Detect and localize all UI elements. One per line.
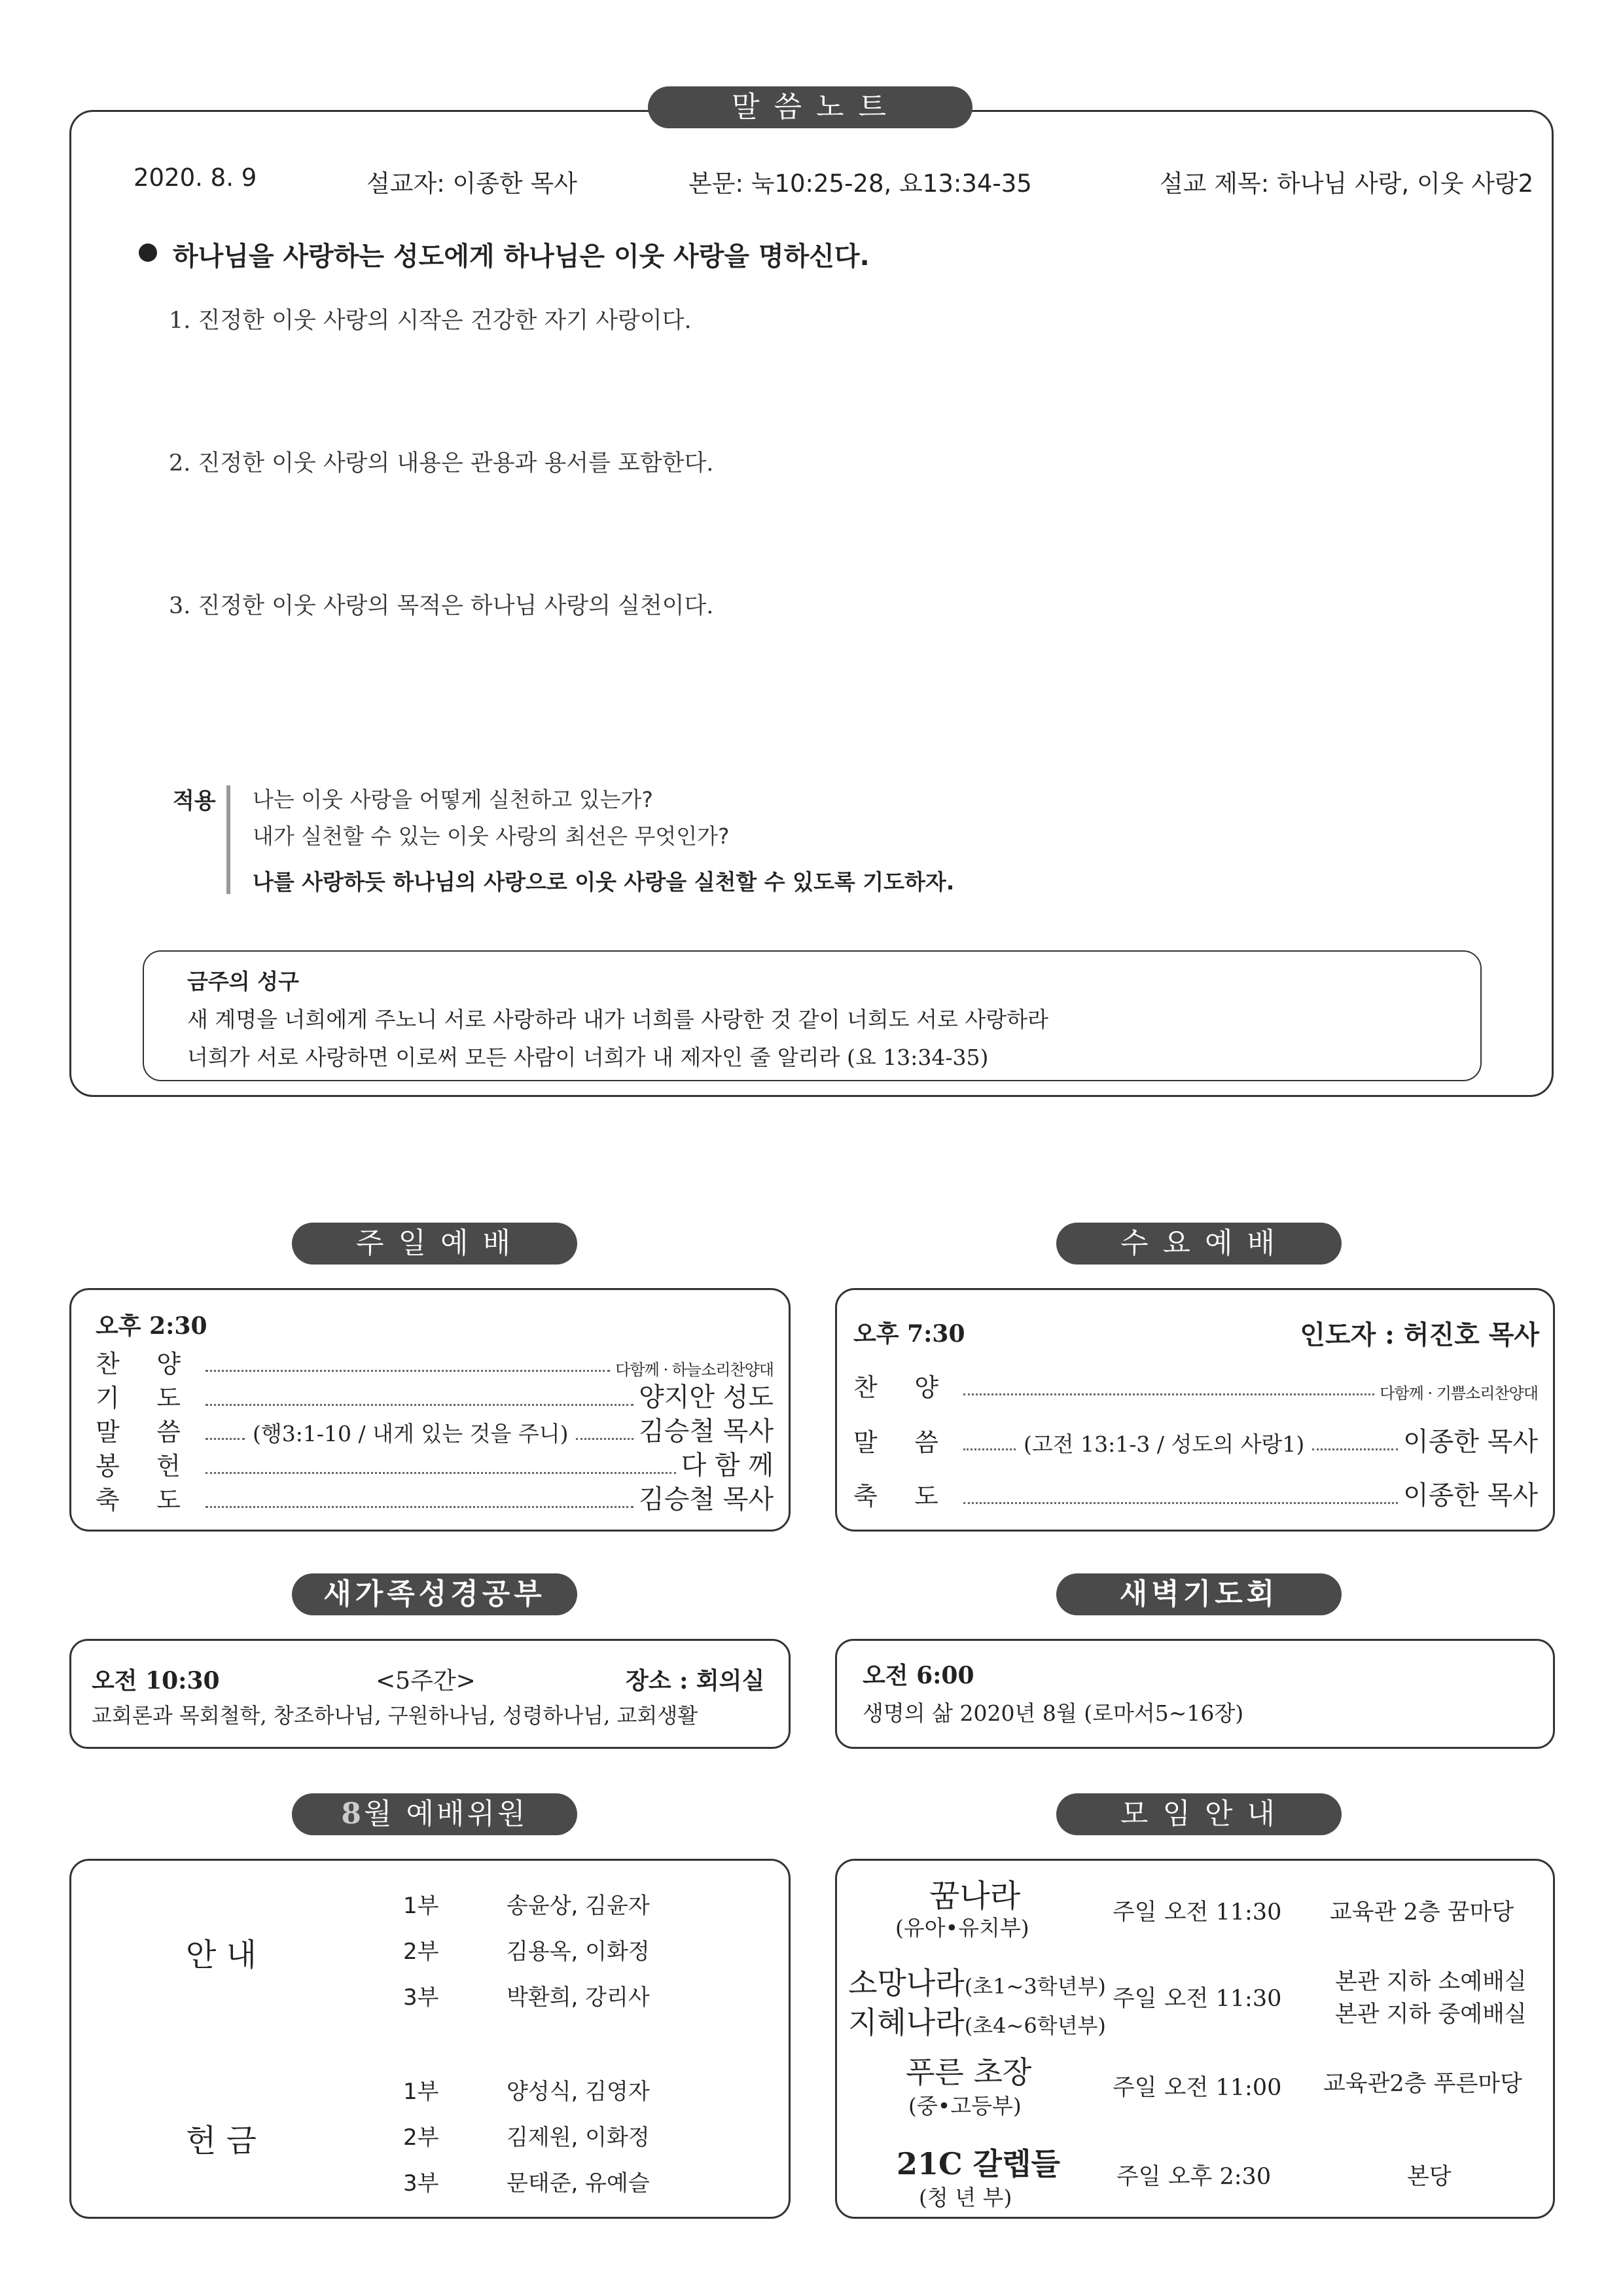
meeting-2-time: 주일 오전 11:30 xyxy=(1113,1986,1282,2012)
sunday-service-title: 주 일 예 배 xyxy=(292,1223,577,1265)
meeting-4-sub: (청 년 부) xyxy=(919,2185,1012,2210)
sunday-row-benediction: 축 도 김승철 목사 xyxy=(96,1484,774,1515)
sunday-row-prayer: 기 도 양지안 성도 xyxy=(96,1382,774,1412)
wednesday-row-hymn: 찬 양 다함께 · 기쁨소리찬양대 xyxy=(853,1373,1538,1403)
family-study-weeks: <5주간> xyxy=(376,1668,476,1695)
committee-offering-part-1: 1부 xyxy=(403,2079,439,2105)
meeting-4-place: 본당 xyxy=(1407,2164,1452,2190)
wednesday-row-benediction: 축 도 이종한 목사 xyxy=(853,1480,1538,1511)
meeting-4-time: 주일 오후 2:30 xyxy=(1116,2164,1272,2190)
family-study-time: 오전 10:30 xyxy=(92,1667,220,1695)
meeting-2-place-2: 본관 지하 중예배실 xyxy=(1335,2001,1527,2028)
committee-group-offering: 헌 금 xyxy=(186,2123,257,2159)
point-1: 1. 진정한 이웃 사랑의 시작은 건강한 자기 사랑이다. xyxy=(169,308,692,334)
sunday-time: 오후 2:30 xyxy=(96,1312,207,1340)
point-3: 3. 진정한 이웃 사랑의 목적은 하나님 사랑의 실천이다. xyxy=(169,593,714,619)
apply-divider xyxy=(226,785,230,894)
meeting-4-name: 21C 갈렙들 xyxy=(897,2146,1060,2181)
meeting-1-name: 꿈나라 xyxy=(929,1878,1021,1914)
committee-usher-part-3: 3부 xyxy=(403,1984,439,2011)
committee-group-usher: 안 내 xyxy=(186,1937,257,1973)
dawn-prayer-desc: 생명의 삶 2020년 8월 (로마서5~16장) xyxy=(863,1700,1244,1726)
committee-offering-part-2: 2부 xyxy=(403,2125,439,2151)
committee-usher-names-3: 박환희, 강리사 xyxy=(507,1984,650,2011)
apply-conclusion: 나를 사랑하듯 하나님의 사랑으로 이웃 사랑을 실천할 수 있도록 기도하자. xyxy=(253,869,955,895)
sunday-row-sermon: 말 씀 (행3:1-10 / 내게 있는 것을 주니) 김승철 목사 xyxy=(96,1416,774,1446)
committee-offering-names-2: 김제원, 이화정 xyxy=(507,2125,650,2151)
meeting-3-time: 주일 오전 11:00 xyxy=(1113,2075,1282,2101)
weekly-verse-title: 금주의 성구 xyxy=(187,969,299,994)
sunday-row-hymn: 찬 양 다함께 · 하늘소리찬양대 xyxy=(96,1350,774,1379)
wednesday-leader: 인도자 : 허진호 목사 xyxy=(1300,1319,1539,1350)
sermon-note-title: 말 씀 노 트 xyxy=(648,86,972,128)
wednesday-row-sermon: 말 씀 (고전 13:1-3 / 성도의 사랑1) 이종한 목사 xyxy=(853,1427,1538,1457)
committee-title: 8월 예배위원 xyxy=(292,1793,577,1835)
committee-usher-names-2: 김용옥, 이화정 xyxy=(507,1939,650,1965)
apply-question-2: 내가 실천할 수 있는 이웃 사랑의 최선은 무엇인가? xyxy=(253,823,730,849)
wednesday-time: 오후 7:30 xyxy=(853,1320,965,1348)
family-study-title: 새가족성경공부 xyxy=(292,1573,577,1615)
meeting-1-place: 교육관 2층 꿈마당 xyxy=(1330,1899,1514,1926)
apply-question-1: 나는 이웃 사랑을 어떻게 실천하고 있는가? xyxy=(253,787,653,812)
family-study-desc: 교회론과 목회철학, 창조하나님, 구원하나님, 성령하나님, 교회생활 xyxy=(92,1703,698,1728)
main-point: 하나님을 사랑하는 성도에게 하나님은 이웃 사랑을 명하신다. xyxy=(173,242,870,272)
apply-label: 적용 xyxy=(173,788,216,814)
meeting-2-name-b: 지혜나라(초4~6학년부) xyxy=(848,2005,1106,2040)
meeting-3-place: 교육관2층 푸른마당 xyxy=(1323,2071,1522,2097)
dawn-prayer-title: 새벽기도회 xyxy=(1056,1573,1342,1615)
wednesday-service-title: 수 요 예 배 xyxy=(1056,1223,1342,1265)
sermon-scripture: 본문: 눅10:25-28, 요13:34-35 xyxy=(688,170,1032,198)
sermon-preacher: 설교자: 이종한 목사 xyxy=(366,170,577,198)
weekly-verse-line-1: 새 계명을 너희에게 주노니 서로 사랑하라 내가 너희를 사랑한 것 같이 너희도 서로 사랑하라 xyxy=(187,1007,1048,1032)
meeting-1-time: 주일 오전 11:30 xyxy=(1113,1899,1282,1926)
point-2: 2. 진정한 이웃 사랑의 내용은 관용과 용서를 포함한다. xyxy=(169,450,714,476)
sermon-title: 설교 제목: 하나님 사랑, 이웃 사랑2 xyxy=(1160,170,1534,198)
meeting-3-name: 푸른 초장 xyxy=(906,2054,1032,2090)
meetings-title: 모 임 안 내 xyxy=(1056,1793,1342,1835)
meeting-2-place-1: 본관 지하 소예배실 xyxy=(1335,1969,1527,1995)
dawn-prayer-time: 오전 6:00 xyxy=(863,1662,974,1689)
dawn-prayer-box xyxy=(835,1639,1555,1749)
bullet-icon xyxy=(139,243,157,262)
committee-usher-names-1: 송윤상, 김윤자 xyxy=(507,1893,650,1919)
committee-usher-part-1: 1부 xyxy=(403,1893,439,1919)
committee-offering-part-3: 3부 xyxy=(403,2170,439,2197)
sunday-row-offering: 봉 헌 다 함 께 xyxy=(96,1450,774,1480)
sermon-date: 2020. 8. 9 xyxy=(134,164,257,192)
committee-offering-names-1: 양성식, 김영자 xyxy=(507,2079,650,2105)
meeting-2-name-a: 소망나라(초1~3학년부) xyxy=(848,1965,1106,2001)
weekly-verse-line-2: 너희가 서로 사랑하면 이로써 모든 사람이 너희가 내 제자인 줄 알리라 (요 13:34-35) xyxy=(187,1045,989,1070)
committee-offering-names-3: 문태준, 유예슬 xyxy=(507,2170,650,2197)
meeting-1-sub: (유아•유치부) xyxy=(895,1915,1029,1941)
family-study-place: 장소 : 회의실 xyxy=(626,1667,765,1695)
meeting-3-sub: (중•고등부) xyxy=(908,2093,1022,2119)
committee-usher-part-2: 2부 xyxy=(403,1939,439,1965)
